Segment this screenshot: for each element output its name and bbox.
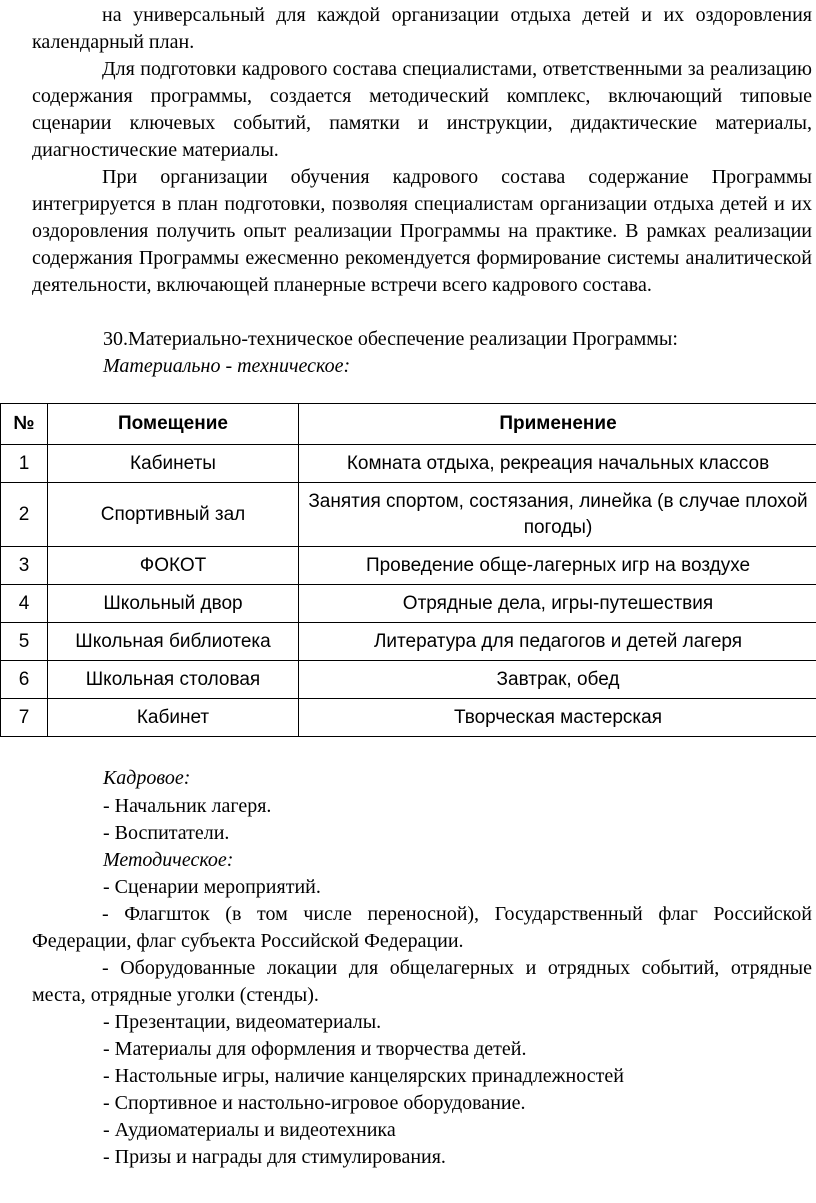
row-use: Проведение обще-лагерных игр на воздухе — [299, 547, 816, 585]
methodical-item: - Спортивное и настольно-игровое оборудование. — [103, 1092, 526, 1114]
intro-paragraph-3: При организации обучения кадрового состава содержание Программы интегрируется в план подготовки, позволяя специалистам организации отдыха детей и их оздоровления получить опыт реализации Программы на практике. В рамках реализации содержания Программы ежесменно рекомендуется формирование системы аналитической деятельности, включающей планерные встречи всего кадрового состава. — [32, 166, 812, 296]
intro-paragraph-1: на универсальный для каждой организации отдыха детей и их оздоровления календарный план. — [32, 4, 812, 53]
staff-item: - Начальник лагеря. — [103, 795, 272, 817]
row-number: 5 — [1, 623, 48, 661]
row-use: Завтрак, обед — [299, 661, 816, 699]
row-room: Школьная столовая — [48, 661, 299, 699]
methodical-item: - Материалы для оформления и творчества детей. — [103, 1038, 527, 1060]
row-use: Занятия спортом, состязания, линейка (в случае плохой погоды) — [299, 483, 816, 547]
row-number: 3 — [1, 547, 48, 585]
staff-item: - Воспитатели. — [103, 822, 230, 844]
header-use: Применение — [299, 404, 816, 445]
row-room: Школьный двор — [48, 585, 299, 623]
table-row — [1, 547, 816, 585]
equipment-table — [0, 403, 816, 737]
row-room: Кабинет — [48, 699, 299, 737]
row-use: Отрядные дела, игры-путешествия — [299, 585, 816, 623]
methodical-label: Методическое: — [103, 849, 234, 871]
row-number: 4 — [1, 585, 48, 623]
methodical-item: - Аудиоматериалы и видеотехника — [103, 1119, 396, 1141]
header-room: Помещение — [48, 404, 299, 445]
methodical-item: - Призы и награды для стимулирования. — [103, 1146, 446, 1168]
row-use: Творческая мастерская — [299, 699, 816, 737]
row-room: ФОКОТ — [48, 547, 299, 585]
table-header-row — [1, 404, 816, 445]
table-row — [1, 483, 816, 547]
row-use: Литература для педагогов и детей лагеря — [299, 623, 816, 661]
row-use: Комната отдыха, рекреация начальных классов — [299, 445, 816, 483]
row-number: 6 — [1, 661, 48, 699]
methodical-item: - Презентации, видеоматериалы. — [103, 1011, 382, 1033]
header-number: № — [1, 404, 48, 445]
staff-label: Кадровое: — [103, 767, 191, 789]
table-row — [1, 699, 816, 737]
row-room: Кабинеты — [48, 445, 299, 483]
methodical-item: - Настольные игры, наличие канцелярских принадлежностей — [103, 1065, 624, 1087]
row-room: Спортивный зал — [48, 483, 299, 547]
table-row — [1, 585, 816, 623]
table-row — [1, 445, 816, 483]
section-heading: 30.Материально-техническое обеспечение реализации Программы: — [103, 328, 678, 350]
row-room: Школьная библиотека — [48, 623, 299, 661]
methodical-item: - Флагшток (в том числе переносной), Государственный флаг Российской Федерации, флаг субъекта Российской Федерации. — [32, 903, 812, 952]
table-row — [1, 661, 816, 699]
methodical-item: - Сценарии мероприятий. — [103, 876, 321, 898]
row-number: 2 — [1, 483, 48, 547]
row-number: 7 — [1, 699, 48, 737]
intro-paragraph-2: Для подготовки кадрового состава специалистами, ответственными за реализацию содержания программы, создается методический комплекс, включающий типовые сценарии ключевых событий, памятки и инструкции, дидактические материалы, диагностические материалы. — [32, 58, 812, 161]
material-label: Материально - техническое: — [103, 355, 351, 377]
table-row — [1, 623, 816, 661]
row-number: 1 — [1, 445, 48, 483]
methodical-item: - Оборудованные локации для общелагерных и отрядных событий, отрядные места, отрядные уголки (стенды). — [32, 957, 812, 1006]
